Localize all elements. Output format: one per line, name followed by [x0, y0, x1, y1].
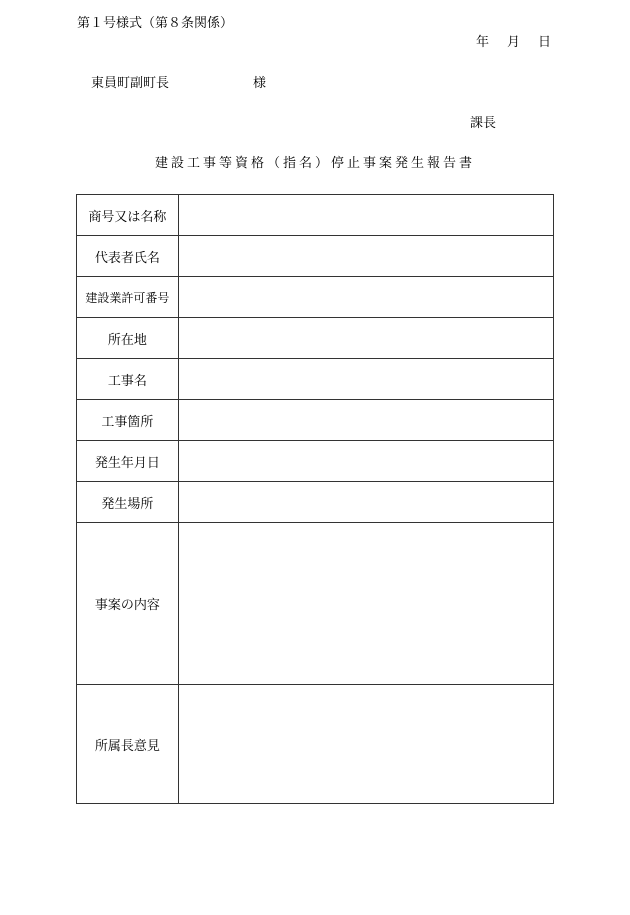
form-row-work-location — [77, 400, 554, 441]
field-occurrence-place[interactable] — [178, 482, 553, 523]
label-work-name: 工事名 — [77, 359, 179, 400]
form-row-incident-details — [77, 523, 554, 685]
field-occurrence-date[interactable] — [178, 441, 553, 482]
field-supervisor-opinion[interactable] — [178, 685, 553, 804]
honorific: 様 — [253, 76, 267, 91]
date-year-label: 年 — [476, 35, 490, 50]
form-row-work-name — [77, 359, 554, 400]
date-line — [476, 36, 551, 49]
label-supervisor-opinion: 所属長意見 — [77, 685, 179, 804]
form-row-supervisor-opinion — [77, 685, 554, 804]
label-address: 所在地 — [77, 318, 179, 359]
form-row-company-name — [77, 195, 554, 236]
label-incident-details: 事案の内容 — [77, 523, 179, 685]
document-title: 建設工事等資格（指名）停止事案発生報告書 — [154, 156, 475, 171]
form-row-occurrence-date — [77, 441, 554, 482]
field-address[interactable] — [178, 318, 553, 359]
field-representative[interactable] — [178, 236, 553, 277]
field-company-name[interactable] — [178, 195, 553, 236]
addressee: 東員町副町長 — [91, 76, 170, 91]
label-license-number: 建設業許可番号 — [77, 277, 179, 318]
date-day-label: 日 — [538, 35, 552, 50]
field-work-name[interactable] — [178, 359, 553, 400]
field-license-number[interactable] — [178, 277, 553, 318]
date-month-label: 月 — [507, 35, 521, 50]
label-occurrence-place: 発生場所 — [77, 482, 179, 523]
form-row-license-number — [77, 277, 554, 318]
label-company-name: 商号又は名称 — [77, 195, 179, 236]
field-work-location[interactable] — [178, 400, 553, 441]
form-row-address — [77, 318, 554, 359]
label-representative: 代表者氏名 — [77, 236, 179, 277]
form-row-representative — [77, 236, 554, 277]
form-number: 第１号様式（第８条関係） — [77, 16, 234, 31]
report-form-table — [76, 194, 554, 804]
label-work-location: 工事箇所 — [77, 400, 179, 441]
field-incident-details[interactable] — [178, 523, 553, 685]
sender-title: 課長 — [470, 116, 497, 131]
label-occurrence-date: 発生年月日 — [77, 441, 179, 482]
form-row-occurrence-place — [77, 482, 554, 523]
